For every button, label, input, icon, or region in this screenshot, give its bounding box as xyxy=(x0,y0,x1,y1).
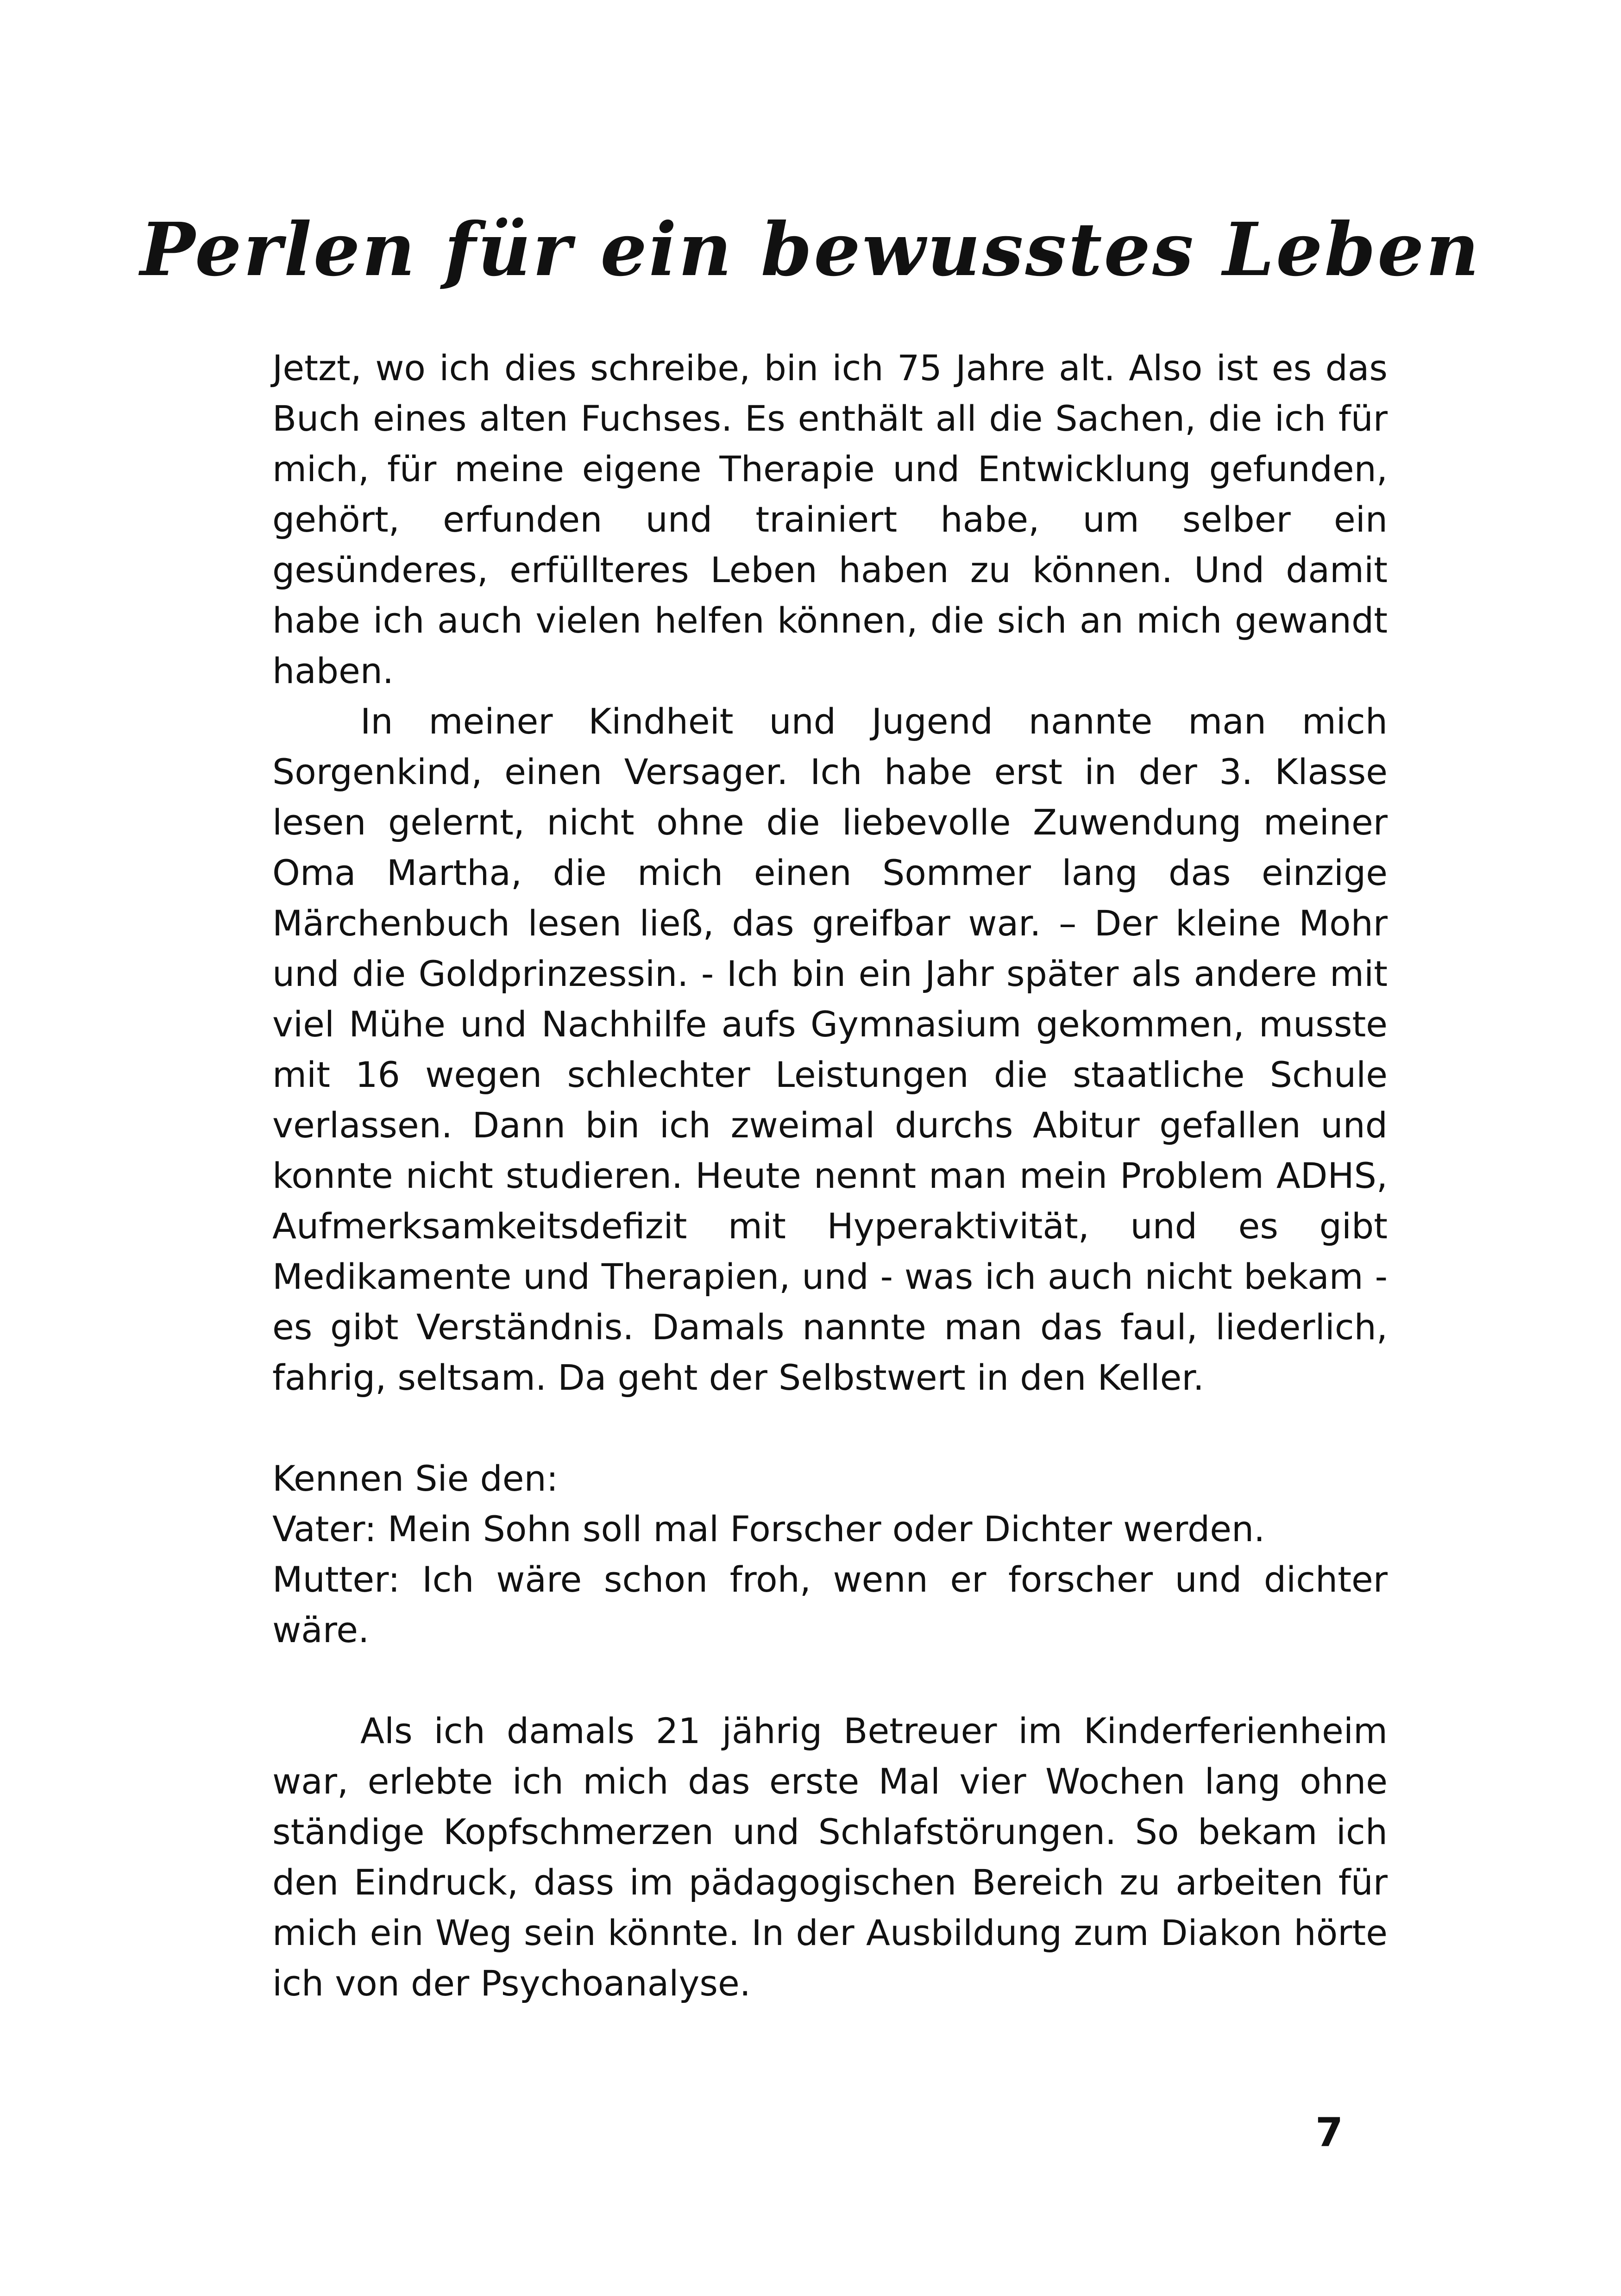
paragraph-childhood: In meiner Kindheit und Jugend nannte man mich Sorgenkind, einen Versager. Ich habe erst in der 3. Klasse lesen gelernt, nicht ohne die liebevolle Zuwendung meiner Oma Martha, die mich einen Sommer lang das einzige Märchenbuch lesen ließ, das greifbar war. – Der kleine Mohr und die Goldprinzessin. - Ich bin ein Jahr später als andere mit viel Mühe und Nachhilfe aufs Gymnasium gekommen, musste mit 16 wegen schlechter Leistungen die staatliche Schule verlassen. Dann bin ich zweimal durchs Abitur gefallen und konnte nicht studieren. Heute nennt man mein Problem ADHS, Aufmerksamkeitsdefizit mit Hyperaktivität, und es gibt Medikamente und Therapien, und - was ich auch nicht bekam - es gibt Verständnis. Damals nannte man das faul, liederlich, fahrig, seltsam. Da geht der Selbstwert in den Keller. xyxy=(272,701,1388,1398)
paragraph-intro: Jetzt, wo ich dies schreibe, bin ich 75 Jahre alt. Also ist es das Buch eines alten Fuchses. Es enthält all die Sachen, die ich für mich, für meine eigene Therapie und Entwicklung gefunden, gehört, erfunden und trainiert habe, um selber ein gesünderes, erfüllteres Leben haben zu können. Und damit habe ich auch vielen helfen können, die sich an mich gewandt haben. xyxy=(272,347,1388,691)
page-number: 7 xyxy=(1315,2109,1343,2156)
paragraph-career: Als ich damals 21 jährig Betreuer im Kinderferienheim war, erlebte ich mich das erste Mal vier Wochen lang ohne ständige Kopfschmerzen und Schlafstörungen. So bekam ich den Eindruck, dass im pädagogischen Bereich zu arbeiten für mich ein Weg sein könnte. In der Ausbildung zum Diakon hörte ich von der Psychoanalyse. xyxy=(272,1710,1388,2004)
joke-mother-line: Mutter: Ich wäre schon froh, wenn er forscher und dichter wäre. xyxy=(272,1559,1388,1650)
body-text xyxy=(272,343,1388,2008)
page-title: Perlen für ein bewusstes Leben xyxy=(140,207,1481,293)
joke-father-line: Vater: Mein Sohn soll mal Forscher oder Dichter werden. xyxy=(272,1508,1265,1549)
joke-intro: Kennen Sie den: xyxy=(272,1458,559,1499)
